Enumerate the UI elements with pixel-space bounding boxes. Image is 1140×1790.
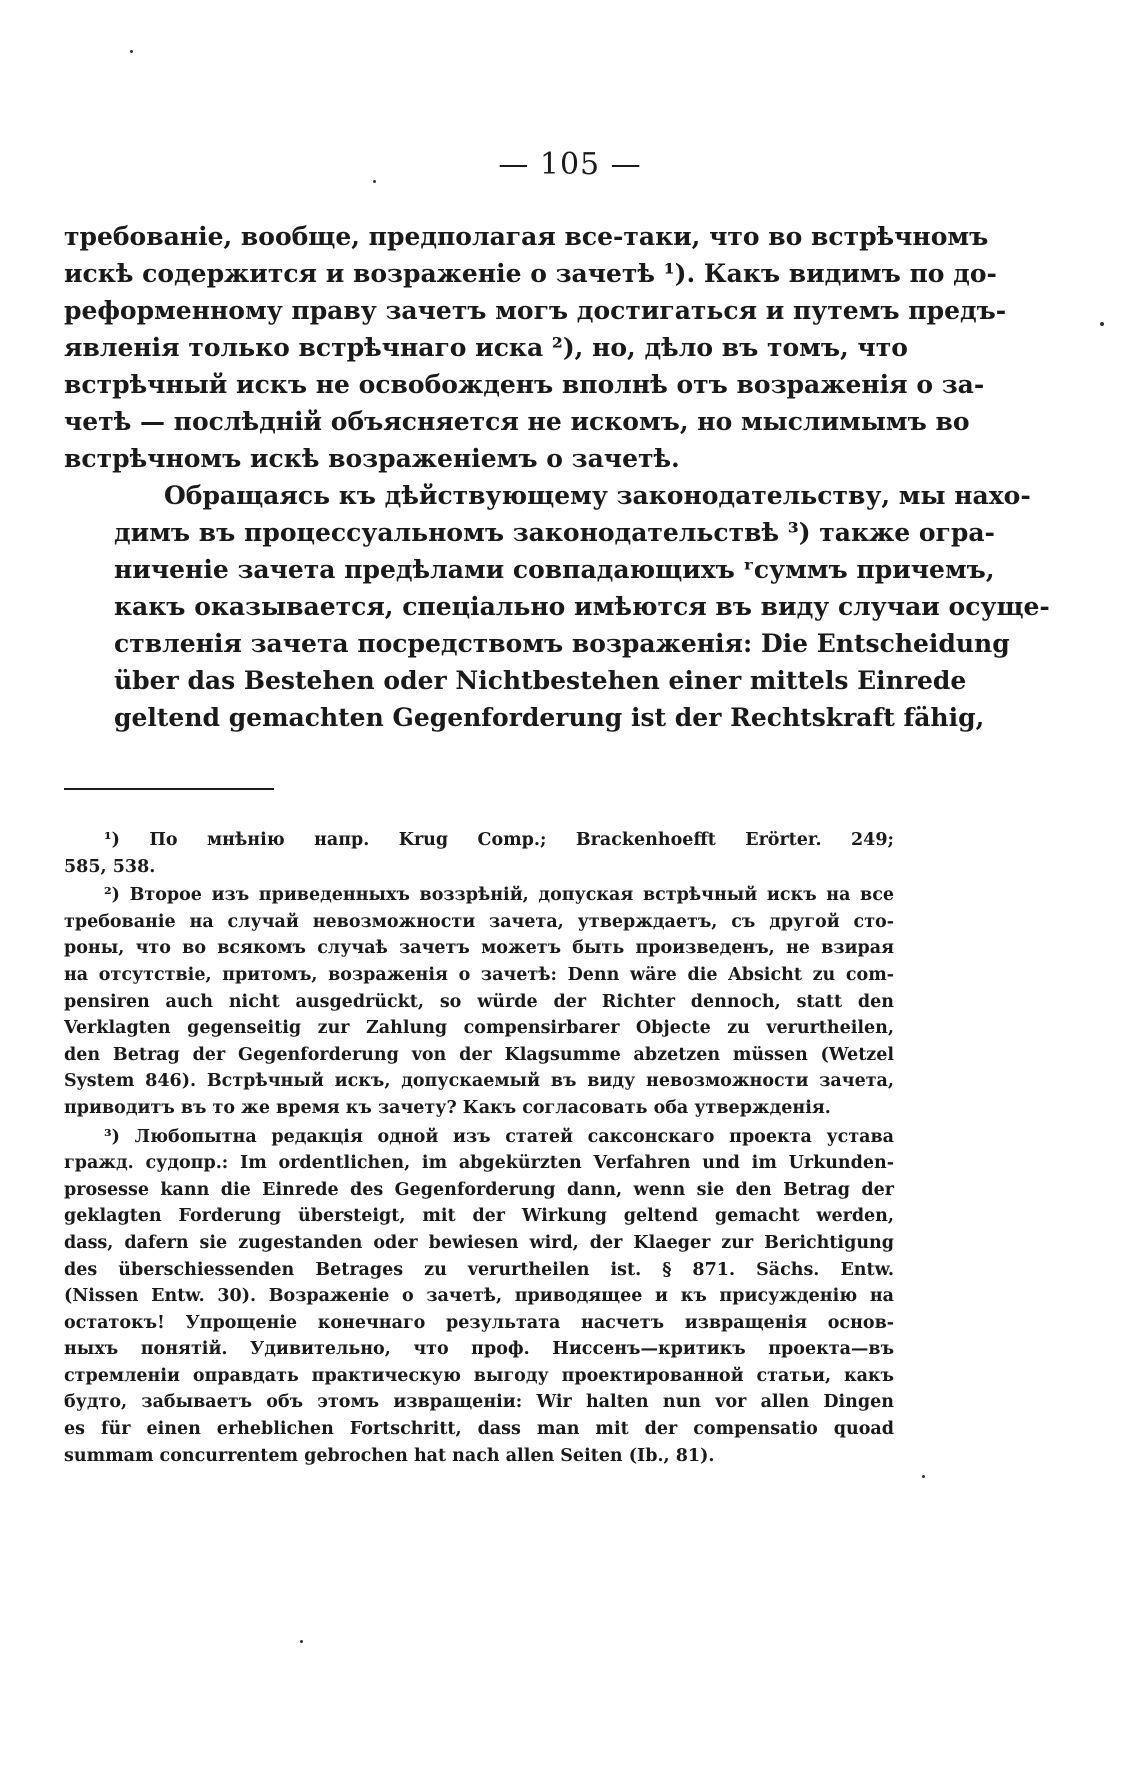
para1-line: явленія только встрѣчнаго иска ²), но, дѣло въ томъ, что — [64, 333, 908, 362]
fn3-line: ныхъ понятій. Удивительно, что проф. Нисcенъ—критикъ проекта—въ — [64, 1339, 894, 1360]
fn2-line: den Betrag der Gegenforderung von der Klagsumme abzetzen müssen (Wetzel — [64, 1044, 894, 1065]
fn3-line: geklagten Forderung übersteigt, mit der Wirkung geltend gemacht werden, — [64, 1206, 894, 1227]
para1-line: реформенному праву зачетъ могъ достигаться и путемъ предъ- — [64, 296, 1007, 325]
fn3-line: des überschiessenden Betrages zu verurtheilen ist. § 871. Sächs. Entw. — [64, 1259, 894, 1280]
scan-speck — [373, 180, 376, 183]
para1-line: встрѣчномъ искѣ возраженіемъ о зачетѣ. — [64, 444, 680, 473]
para2-line: ниченіе зачета предѣлами совпадающихъ ʳсуммъ причемъ, — [114, 555, 995, 584]
scan-speck — [922, 1475, 925, 1478]
footnote-2 — [64, 882, 894, 1121]
para2-line: какъ оказывается, спеціально имѣются въ виду случаи осуще- — [114, 592, 1050, 621]
fn2-line: требованіе на случай невозможности зачета, утверждаетъ, съ другой сто- — [64, 911, 894, 932]
scan-speck — [300, 1640, 303, 1643]
page-number: — 105 — — [498, 147, 642, 182]
footnote-1 — [64, 827, 894, 880]
para2-line: geltend gemachten Gegenforderung ist der Rechtskraft fähig, — [114, 703, 985, 732]
main-text — [64, 218, 1050, 736]
fn3-line: будто, забываетъ объ этомъ извращеніи: Wir halten nun vor allen Dingen — [64, 1392, 894, 1413]
para1-line: искѣ содержится и возраженіе о зачетѣ ¹). Какъ видимъ по до- — [64, 259, 997, 288]
fn2-line: приводитъ въ то же время къ зачету? Какъ согласовать оба утвержденія. — [64, 1097, 831, 1118]
para2-line: über das Bestehen oder Nichtbestehen einer mittels Einrede — [114, 666, 967, 695]
fn2-line: Verklagten gegenseitig zur Zahlung compensirbarer Objecte zu verurtheilen, — [64, 1018, 894, 1039]
para2-line: димъ въ процессуальномъ законодательствѣ ³) также огра- — [114, 518, 995, 547]
fn2-line: pensiren auch nicht ausgedrückt, so würde der Richter dennoch, statt den — [64, 991, 894, 1012]
para2-line: ствленія зачета посредствомъ возраженія: Die Entscheidung — [114, 629, 1010, 658]
footnote-3 — [64, 1124, 894, 1470]
para1-line: четѣ — послѣдній объясняется не искомъ, но мыслимымъ во — [64, 407, 970, 436]
scan-speck — [130, 50, 133, 53]
fn3-line: summam concurrentem gebrochen hat nach allen Seiten (Ib., 81). — [64, 1445, 715, 1466]
fn2-line: System 846). Встрѣчный искъ, допускаемый въ виду невозможности зачета, — [64, 1071, 894, 1092]
fn2-line: на отсутствіе, притомъ, возраженія о зачетѣ: Denn wäre die Absicht zu com- — [64, 964, 894, 985]
scan-speck — [1100, 322, 1104, 326]
fn3-line: стремленіи оправдать практическую выгоду проектированной статьи, какъ — [64, 1365, 894, 1386]
para1-line: встрѣчный искъ не освобожденъ вполнѣ отъ возраженія о за- — [64, 370, 985, 399]
para1-line: требованіе, вообще, предполагая все-таки, что во встрѣчномъ — [64, 222, 989, 251]
fn3-line: (Nissen Entw. 30). Возраженіе о зачетѣ, приводящее и къ присужденію на — [64, 1286, 894, 1307]
footnote-divider — [64, 788, 274, 790]
fn1-line: 585, 538. — [64, 856, 156, 877]
fn3-line: prosesse kann die Einrede des Gegenforderung dann, wenn sie den Betrag der — [64, 1179, 894, 1200]
fn3-line: остатокъ! Упрощеніе конечнаго результата насчетъ извращенія основ- — [64, 1312, 894, 1333]
fn1-line: ¹) По мнѣнію напр. Krug Comp.; Brackenhoefft Erörter. 249; — [104, 830, 894, 850]
fn3-line: ³) Любопытна редакція одной изъ статей саксонскаго проекта устава — [104, 1126, 894, 1147]
fn3-line: гражд. судопр.: Im ordentlichen, im abgekürzten Verfahren und im Urkunden- — [64, 1153, 894, 1174]
fn2-line: ²) Второе изъ приведенныхъ воззрѣній, допуская встрѣчный искъ на все — [104, 885, 894, 906]
paragraph-1 — [64, 218, 1007, 477]
footnotes — [64, 827, 894, 1471]
paragraph-2 — [64, 477, 1050, 736]
para2-line: Обращаясь къ дѣйствующему законодательству, мы нахо- — [164, 481, 1031, 510]
fn3-line: es für einen erheblichen Fortschritt, dass man mit der compensatio quoad — [64, 1419, 894, 1440]
fn3-line: dass, dafern sie zugestanden oder bewiesen wird, der Klaeger zur Berichtigung — [64, 1232, 894, 1253]
fn2-line: роны, что во всякомъ случаѣ зачетъ можетъ быть произведенъ, не взирая — [64, 938, 894, 959]
